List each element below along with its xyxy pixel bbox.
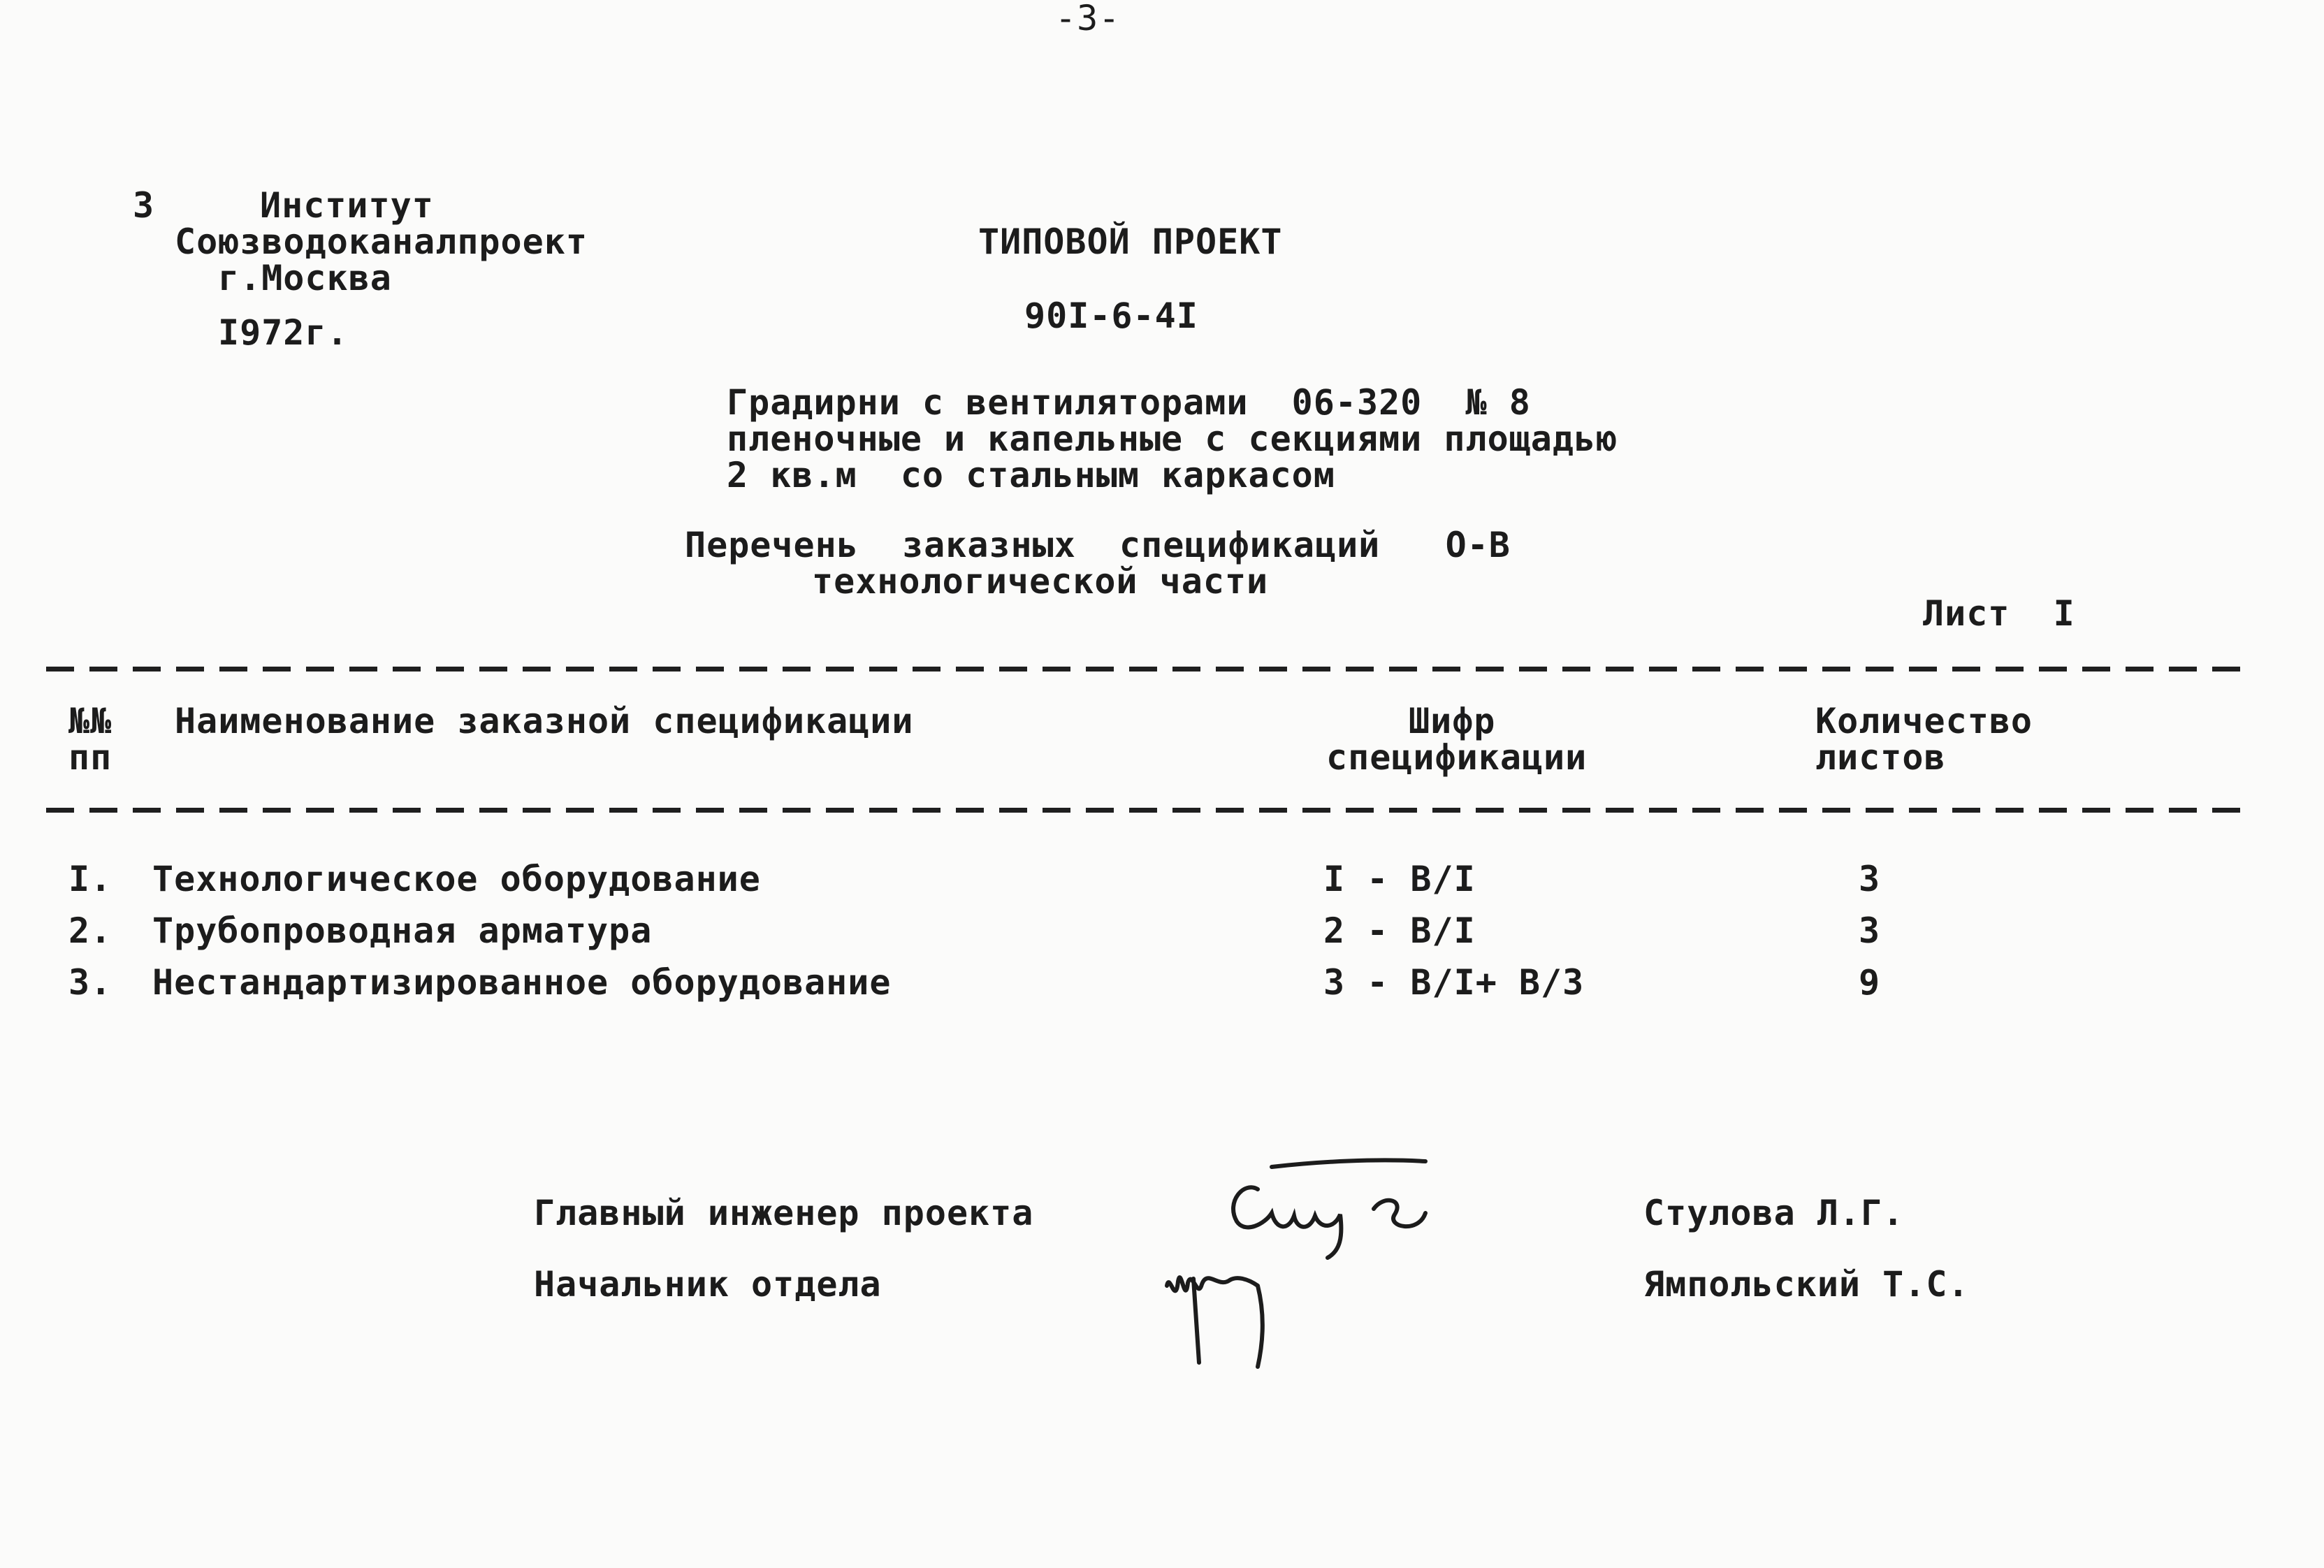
institute-label: Институт: [260, 185, 434, 226]
project-type: ТИПОВОЙ ПРОЕКТ: [978, 222, 1283, 262]
project-description-line2: пленочные и капельные с секциями площадью: [727, 419, 1618, 459]
column-header-code-line2: спецификации: [1326, 737, 1588, 778]
table-row-number: I.: [68, 859, 112, 899]
table-row-name: Трубопроводная арматура: [152, 910, 653, 951]
column-header-name: Наименование заказной спецификации: [175, 701, 914, 741]
signatory-role-department-head: Начальник отдела: [534, 1264, 882, 1305]
handwritten-signature-department-head: [1160, 1230, 1314, 1370]
year: I972г.: [218, 312, 349, 353]
column-header-qty-line1: Количество: [1815, 701, 2033, 741]
project-code: 90I-6-4I: [1024, 296, 1198, 336]
signatory-role-chief-engineer: Главный инженер проекта: [534, 1193, 1034, 1233]
column-header-code-line1: Шифр: [1409, 701, 1496, 741]
table-row-code: I - В/I: [1323, 859, 1476, 899]
table-row-qty: 3: [1859, 859, 1881, 899]
sheet-label: Лист I: [1923, 593, 2075, 634]
table-row-number: 2.: [68, 910, 112, 951]
table-row-name: Нестандартизированное оборудование: [152, 962, 892, 1003]
column-header-number-line1: №№: [68, 701, 112, 741]
signatory-name-chief-engineer: Стулова Л.Г.: [1643, 1193, 1905, 1233]
signatory-name-department-head: Ямпольский Т.С.: [1643, 1264, 1970, 1305]
list-title-line2: технологической части: [812, 561, 1269, 602]
table-top-divider: [46, 667, 2254, 672]
project-description-line1: Градирни с вентиляторами 06-320 № 8: [727, 382, 1531, 423]
list-title-line1: Перечень заказных спецификаций О-В: [685, 525, 1511, 565]
table-row-number: 3.: [68, 962, 112, 1003]
institute-name: Союзводоканалпроект: [175, 222, 588, 262]
sheet-index: 3: [133, 185, 155, 226]
column-header-number-line2: пп: [68, 737, 112, 778]
city: г.Москва: [218, 258, 392, 298]
table-row-qty: 3: [1859, 910, 1881, 951]
table-row-name: Технологическое оборудование: [152, 859, 761, 899]
table-row-qty: 9: [1859, 962, 1881, 1003]
table-row-code: 2 - В/I: [1323, 910, 1476, 951]
table-header-divider: [46, 808, 2254, 813]
table-row-code: 3 - В/I+ В/3: [1323, 962, 1585, 1003]
project-description-line3: 2 кв.м со стальным каркасом: [727, 455, 1335, 495]
page-number: -3-: [1055, 0, 1121, 38]
column-header-qty-line2: листов: [1815, 737, 1946, 778]
